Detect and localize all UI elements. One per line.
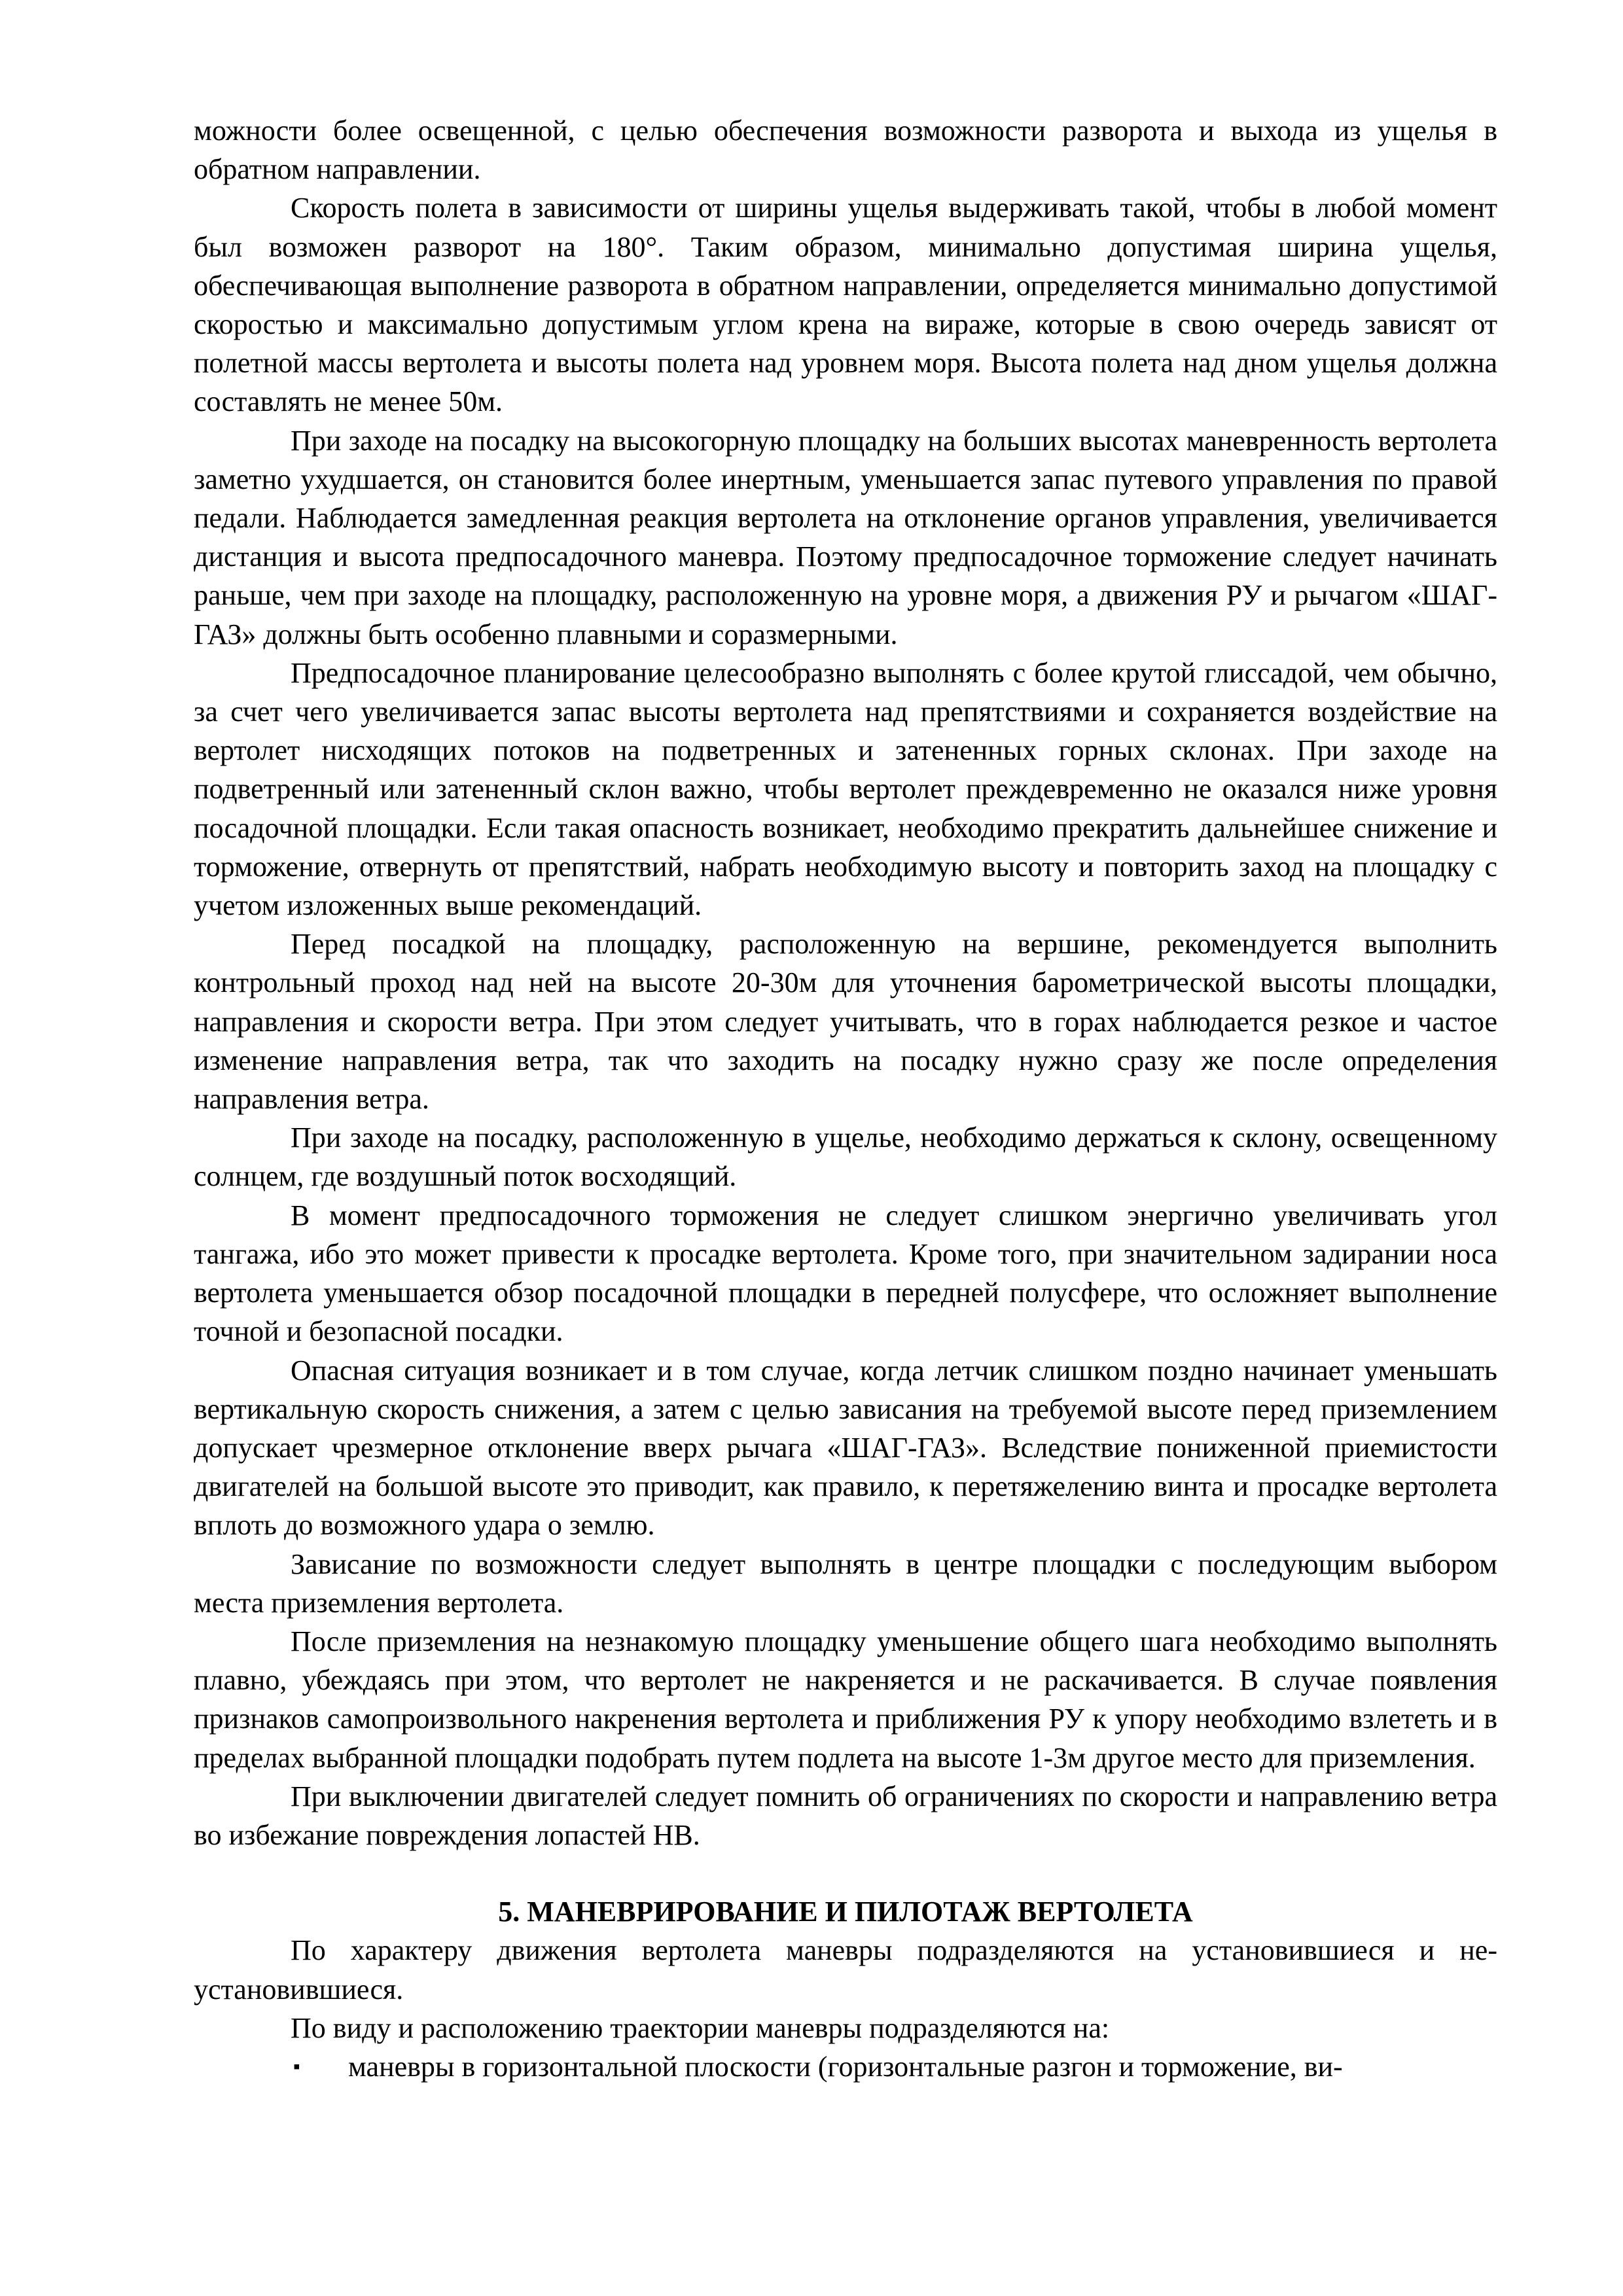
paragraph-11: При выключении двигателей следует помнить об ограничениях по скорости и направлению ветра во избежание повреждения лопастей НВ. xyxy=(194,1780,1497,1851)
document-page xyxy=(194,111,1497,2086)
paragraph-6: При заходе на посадку, расположенную в ущелье, необходимо держаться к склону, освещенному солнцем, где воздушный поток восходящий. xyxy=(194,1122,1497,1193)
paragraph-13: По виду и расположению траектории маневры подразделяются на: xyxy=(291,2011,1110,2044)
list-item-text: маневры в горизонтальной плоскости (горизонтальные разгон и торможение, ви- xyxy=(348,2050,1343,2083)
square-bullet-icon: ▪ xyxy=(293,2055,300,2077)
paragraph-10: После приземления на незнакомую площадку уменьшение общего шага необходимо выполнять плавно, убеждаясь при этом, что вертолет не накреняется и не раскачивается. В случае появления признаков самопроизвольного накренения вертолета и приближения РУ к упору необходимо взлететь и в пределах выбранной площадки подобрать путем подлета на высоте 1-3м другое место для приземления. xyxy=(194,1625,1497,1774)
paragraph-8: Опасная ситуация возникает и в том случае, когда летчик слишком поздно начинает уменьшать вертикальную скорость снижения, а затем с целью зависания на требуемой высоте перед приземлением допускает чрезмерное отклонение вверх рычага «ШАГ-ГАЗ». Вследствие пониженной приемистости двигателей на большой высоте это приводит, как правило, к перетяжелению винта и просадке вертолета вплоть до возможного удара о землю. xyxy=(194,1354,1497,1542)
paragraph-5: Перед посадкой на площадку, расположенную на вершине, рекомендуется выполнить контрольный проход над ней на высоте 20-30м для уточнения барометрической высоты площадки, направления и скорости ветра. При этом следует учитывать, что в горах наблюдается резкое и частое изменение направления ветра, так что заходить на посадку нужно сразу же после определения направления ветра. xyxy=(194,928,1497,1116)
section-title: 5. МАНЕВРИРОВАНИЕ И ПИЛОТАЖ ВЕРТОЛЕТА xyxy=(498,1896,1193,1928)
list-item xyxy=(194,2047,1497,2086)
paragraph-1: можности более освещенной, с целью обеспечения возможности разворота и выхода из ущелья в обратном направлении. xyxy=(194,115,1497,186)
paragraph-2: Скорость полета в зависимости от ширины ущелья выдерживать такой, чтобы в любой момент был возможен разворот на 180°. Таким образом, минимально допустимая ширина ущелья, обеспечивающая выполнение разворота в обратном направлении, определяется минимально допустимой скоростью и максимально допустимым углом крена на вираже, которые в свою очередь зависят от полетной массы вертолета и высоты полета над уровнем моря. Высота полета над дном ущелья должна составлять не менее 50м. xyxy=(194,192,1497,418)
paragraph-3: При заходе на посадку на высокогорную площадку на больших высотах маневренность вертолета заметно ухудшается, он становится более инертным, уменьшается запас путевого управления по правой педали. Наблюдается замедленная реакция вертолета на отклонение органов управления, увеличивается дистанция и высота предпосадочного маневра. Поэтому предпосадочное торможение следует начинать раньше, чем при заходе на площадку, расположенную на уровне моря, а движения РУ и рычагом «ШАГ-ГАЗ» должны быть особенно плавными и соразмерными. xyxy=(194,424,1497,650)
paragraph-4: Предпосадочное планирование целесообразно выполнять с более крутой глиссадой, чем обычно, за счет чего увеличивается запас высоты вертолета над препятствиями и сохраняется воздействие на вертолет нисходящих потоков на подветренных и затененных горных склонах. При заходе на подветренный или затененный склон важно, чтобы вертолет преждевременно не оказался ниже уровня посадочной площадки. Если такая опасность возникает, необходимо прекратить дальнейшее снижение и торможение, отвернуть от препятствий, набрать необходимую высоту и повторить заход на площадку с учетом изложенных выше рекомендаций. xyxy=(194,656,1497,922)
paragraph-7: В момент предпосадочного торможения не следует слишком энергично увеличивать угол тангажа, ибо это может привести к просадке вертолета. Кроме того, при значительном задирании носа вертолета уменьшается обзор посадочной площадки в передней полусфере, что осложняет выполнение точной и безопасной посадки. xyxy=(194,1199,1497,1348)
maneuver-type-list xyxy=(194,2047,1497,2086)
paragraph-9: Зависание по возможности следует выполнять в центре площадки с последующим выбором места приземления вертолета. xyxy=(194,1547,1497,1619)
paragraph-12: По характеру движения вертолета маневры подразделяются на установившиеся и неустановившиеся. xyxy=(194,1934,1497,2005)
